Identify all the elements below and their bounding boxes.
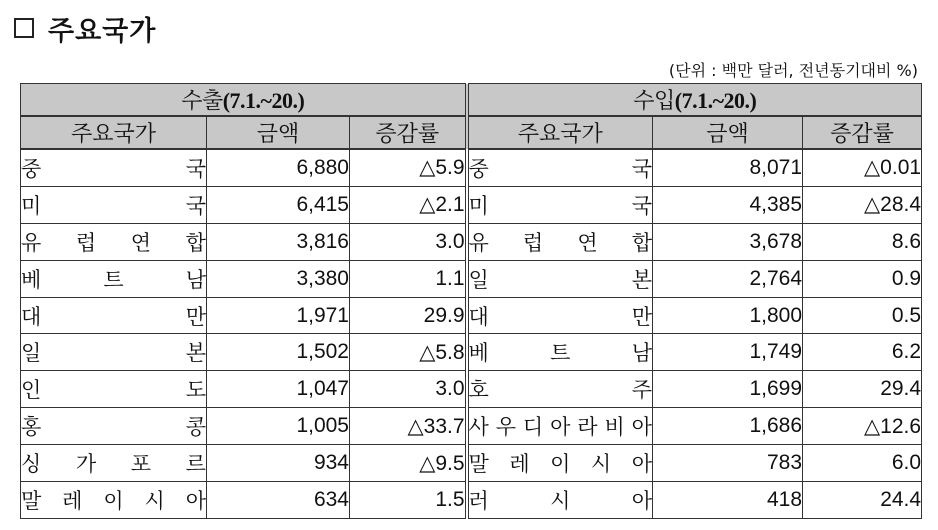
export-amount-cell: 3,380	[207, 260, 350, 297]
export-country-cell	[21, 297, 207, 334]
country-char: 라	[577, 415, 598, 440]
import-rate-cell: 6.0	[803, 445, 922, 482]
import-country-cell	[467, 445, 653, 482]
country-char: 유	[21, 230, 42, 255]
export-country-cell	[21, 260, 207, 297]
country-char: 베	[21, 267, 42, 292]
country-char: 시	[550, 488, 571, 513]
import-amount-cell: 418	[653, 481, 803, 518]
country-char: 가	[75, 452, 97, 477]
country-char: 아	[550, 415, 571, 440]
country-char: 사	[468, 415, 489, 440]
country-char: 만	[631, 304, 653, 329]
country-trade-table	[20, 83, 922, 519]
country-char: 이	[103, 488, 124, 513]
import-country-cell	[467, 408, 653, 445]
export-country-cell	[21, 445, 207, 482]
country-char: 시	[590, 452, 612, 477]
export-rate-cell: 3.0	[350, 223, 467, 260]
import-rate-cell: △28.4	[803, 186, 922, 223]
import-rate-cell: △12.6	[803, 408, 922, 445]
import-amount-cell: 1,686	[653, 408, 803, 445]
export-amount-cell: 934	[207, 445, 350, 482]
table-row	[21, 223, 922, 260]
export-rate-cell: △5.8	[350, 334, 467, 371]
table-row	[21, 186, 922, 223]
table-row	[21, 334, 922, 371]
country-char: 아	[185, 488, 206, 513]
country-char: 시	[144, 488, 165, 513]
country-char: 이	[550, 452, 571, 477]
section-heading	[14, 6, 156, 50]
import-amount-cell: 3,678	[653, 223, 803, 260]
import-country-cell	[467, 334, 653, 371]
country-char: 일	[468, 267, 489, 292]
export-amount-cell: 634	[207, 481, 350, 518]
import-country-cell	[467, 260, 653, 297]
country-char: 트	[103, 267, 124, 292]
import-amount-cell: 1,800	[653, 297, 803, 334]
country-char: 남	[185, 267, 206, 292]
checkbox-square-icon	[14, 18, 34, 38]
country-char: 주	[631, 378, 653, 403]
unit-note: (단위 : 백만 달러, 전년동기대비 %)	[668, 61, 918, 80]
import-col-rate: 증감률	[803, 116, 922, 149]
country-char: 싱	[21, 452, 42, 477]
export-country-cell	[21, 408, 207, 445]
country-char: 중	[21, 156, 42, 181]
export-rate-cell: △33.7	[350, 408, 467, 445]
country-char: 아	[631, 415, 652, 440]
country-char: 연	[577, 230, 598, 255]
import-amount-cell: 783	[653, 445, 803, 482]
import-country-cell	[467, 481, 653, 518]
export-amount-cell: 6,415	[207, 186, 350, 223]
import-amount-cell: 8,071	[653, 149, 803, 186]
table-row	[21, 481, 922, 518]
country-char: 르	[185, 452, 206, 477]
import-country-cell	[467, 186, 653, 223]
country-char: 본	[185, 341, 206, 366]
table-row	[21, 408, 922, 445]
country-char: 만	[185, 304, 206, 329]
country-char: 중	[468, 156, 489, 181]
section-title: 주요국가	[48, 15, 157, 47]
table-row	[21, 371, 922, 408]
country-char: 대	[21, 304, 42, 329]
country-char: 남	[631, 341, 653, 366]
export-country-cell	[21, 149, 207, 186]
export-country-cell	[21, 334, 207, 371]
country-char: 대	[468, 304, 489, 329]
import-group-header: 수입(7.1.~20.)	[467, 84, 922, 117]
import-country-cell	[467, 149, 653, 186]
export-country-cell	[21, 223, 207, 260]
export-country-cell	[21, 481, 207, 518]
country-char: 트	[550, 341, 571, 366]
export-country-cell	[21, 186, 207, 223]
import-country-cell	[467, 371, 653, 408]
import-country-cell	[467, 297, 653, 334]
export-rate-cell: 1.1	[350, 260, 467, 297]
country-char: 비	[604, 415, 625, 440]
export-amount-cell: 1,005	[207, 408, 350, 445]
import-amount-cell: 2,764	[653, 260, 803, 297]
country-char: 호	[468, 378, 489, 403]
country-char: 미	[468, 193, 489, 218]
country-char: 디	[522, 415, 544, 440]
country-char: 도	[185, 378, 206, 403]
import-amount-cell: 4,385	[653, 186, 803, 223]
country-char: 럽	[75, 230, 97, 255]
country-char: 국	[185, 156, 206, 181]
country-char: 우	[495, 415, 517, 440]
import-rate-cell: 0.5	[803, 297, 922, 334]
country-char: 럽	[522, 230, 544, 255]
country-char: 베	[468, 341, 489, 366]
import-rate-cell: 8.6	[803, 223, 922, 260]
export-group-header: 수출(7.1.~20.)	[21, 84, 467, 117]
country-char: 인	[21, 378, 42, 403]
import-rate-cell: 29.4	[803, 371, 922, 408]
country-char: 국	[631, 193, 653, 218]
export-rate-cell: 1.5	[350, 481, 467, 518]
country-char: 유	[468, 230, 489, 255]
country-char: 홍	[21, 415, 42, 440]
country-char: 말	[21, 488, 42, 513]
export-amount-cell: 1,047	[207, 371, 350, 408]
country-char: 국	[185, 193, 206, 218]
table-row	[21, 260, 922, 297]
country-char: 합	[185, 230, 206, 255]
import-country-cell	[467, 223, 653, 260]
table-row	[21, 297, 922, 334]
export-rate-cell: △5.9	[350, 149, 467, 186]
import-col-country: 주요국가	[467, 116, 653, 149]
import-col-amount: 금액	[653, 116, 803, 149]
export-rate-cell: 3.0	[350, 371, 467, 408]
export-rate-cell: 29.9	[350, 297, 467, 334]
export-col-rate: 증감률	[350, 116, 467, 149]
table-row	[21, 445, 922, 482]
country-char: 콩	[185, 415, 206, 440]
country-char: 아	[631, 488, 653, 513]
import-amount-cell: 1,699	[653, 371, 803, 408]
export-rate-cell: △2.1	[350, 186, 467, 223]
country-char: 합	[631, 230, 652, 255]
country-char: 본	[631, 267, 653, 292]
country-char: 레	[62, 488, 83, 513]
import-rate-cell: △0.01	[803, 149, 922, 186]
export-rate-cell: △9.5	[350, 445, 467, 482]
country-char: 연	[130, 230, 152, 255]
table-row	[21, 149, 922, 186]
country-char: 말	[468, 452, 489, 477]
import-rate-cell: 24.4	[803, 481, 922, 518]
export-col-country: 주요국가	[21, 116, 207, 149]
import-rate-cell: 0.9	[803, 260, 922, 297]
country-char: 러	[468, 488, 489, 513]
country-char: 미	[21, 193, 42, 218]
country-char: 포	[130, 452, 152, 477]
export-amount-cell: 1,502	[207, 334, 350, 371]
export-amount-cell: 6,880	[207, 149, 350, 186]
country-char: 일	[21, 341, 42, 366]
country-char: 아	[631, 452, 653, 477]
export-amount-cell: 1,971	[207, 297, 350, 334]
import-rate-cell: 6.2	[803, 334, 922, 371]
export-amount-cell: 3,816	[207, 223, 350, 260]
country-char: 레	[509, 452, 530, 477]
export-country-cell	[21, 371, 207, 408]
export-col-amount: 금액	[207, 116, 350, 149]
import-amount-cell: 1,749	[653, 334, 803, 371]
country-char: 국	[631, 156, 653, 181]
